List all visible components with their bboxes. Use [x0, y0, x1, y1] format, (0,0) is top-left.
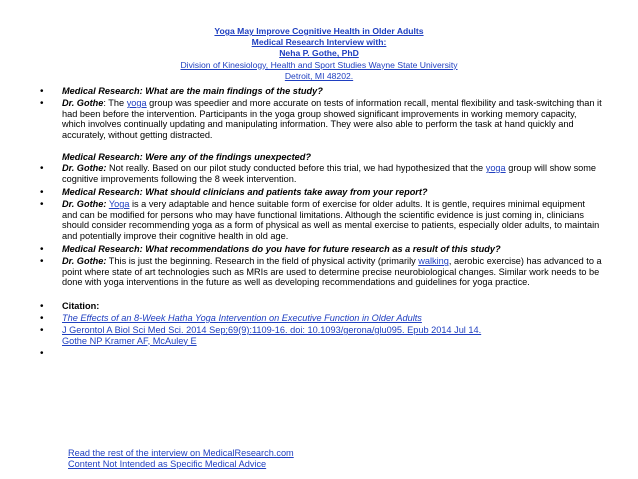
yoga-link[interactable]: Yoga — [108, 199, 130, 209]
bullet-icon: • — [40, 98, 44, 109]
answer-fragment: : The — [103, 98, 127, 108]
question-text: Medical Research: Were any of the findings unexpected? — [62, 152, 311, 162]
bullet-icon: • — [40, 256, 44, 267]
answer-fragment: is a very adaptable and hence suitable form of exercise for older adults. It is gentle, requires minimal equipment and can be modified for persons who may have functional limitations. Although the scientific evidence is just coming in, clinicians should consider recommending yoga as a form of physical as well as mental exercise to patients, especially older adults, to maintain and potentially improve their cognitive health in old age. — [62, 199, 600, 241]
location-link[interactable]: Detroit, MI 48202. — [284, 70, 354, 81]
bullet-icon: • — [40, 244, 44, 255]
disclaimer-link[interactable]: Content Not Intended as Specific Medical Advice — [68, 459, 267, 469]
citation-label: Citation: — [62, 301, 100, 311]
bullet-icon: • — [40, 199, 44, 210]
answer-text — [62, 256, 602, 288]
interview-subtitle-link[interactable]: Medical Research Interview with: — [251, 37, 387, 48]
bullet-icon: • — [40, 187, 44, 198]
speaker-label: Dr. Gothe: — [62, 163, 107, 173]
affiliation-link[interactable]: Division of Kinesiology, Health and Sport Studies Wayne State University — [180, 59, 458, 70]
citation-title-link[interactable]: The Effects of an 8-Week Hatha Yoga Intervention on Executive Function in Older Adults — [62, 313, 422, 323]
walking-link[interactable]: walking — [418, 256, 449, 266]
bullet-icon: • — [40, 313, 44, 324]
answer-text — [62, 163, 602, 184]
bullet-icon: • — [40, 325, 44, 336]
answer-fragment: This is just the beginning. Research in the field of physical activity (primarily — [106, 256, 419, 266]
bullet-icon: • — [40, 348, 44, 359]
answer-fragment: group will show some cognitive improvements following the 8 week intervention. — [62, 163, 597, 184]
question-text: Medical Research: What should clinicians and patients take away from your report? — [62, 187, 428, 197]
article-title-link[interactable]: Yoga May Improve Cognitive Health in Older Adults — [214, 26, 424, 36]
bullet-icon: • — [40, 163, 44, 174]
speaker-label: Dr. Gothe — [62, 98, 104, 108]
author-link[interactable]: Neha P. Gothe, PhD — [279, 48, 359, 59]
speaker-label: Dr. Gothe: — [62, 256, 107, 266]
answer-fragment: , aerobic exercise) has advanced to a point where state of art technologies such as MRIs are used to determine precise neurobiological changes. Similar work needs to be done with yoga interventions in the future as well as developing recommendations and guidelines for yoga practice. — [62, 256, 602, 288]
yoga-link[interactable]: yoga — [485, 163, 506, 173]
answer-text — [62, 98, 602, 140]
page-footer — [68, 448, 294, 470]
citation-title-wrap — [62, 313, 602, 324]
article-header — [0, 26, 638, 82]
citation-authors-link[interactable]: Gothe NP Kramer AF, McAuley E — [62, 335, 197, 346]
bullet-icon: • — [40, 86, 44, 97]
speaker-label: Dr. Gothe: — [62, 199, 107, 209]
answer-text — [62, 199, 602, 241]
question-text: Medical Research: What recommendations do you have for future research as a result of this study? — [62, 244, 501, 254]
answer-fragment: Not really. Based on our pilot study conducted before this trial, we had hypothesized that the — [106, 163, 486, 173]
citation-ref-link[interactable]: J Gerontol A Biol Sci Med Sci. 2014 Sep;69(9):1109-16. doi: 10.1093/gerona/glu095. Epub 2014 Jul 14. — [62, 325, 482, 335]
answer-fragment: group was speedier and more accurate on tests of information recall, mental flexibility and task-switching than it had been before the intervention. Participants in the yoga group showed significant improvements in working memory capacity, which involves continually updating and manipulating information. They were also able to perform the task at hand quickly and accurately, without getting distracted. — [62, 98, 602, 140]
yoga-link[interactable]: yoga — [126, 98, 147, 108]
citation-ref-wrap — [62, 325, 602, 346]
question-text: Medical Research: What are the main findings of the study? — [62, 86, 323, 96]
read-more-link[interactable]: Read the rest of the interview on MedicalResearch.com — [68, 448, 294, 458]
bullet-icon: • — [40, 301, 44, 312]
